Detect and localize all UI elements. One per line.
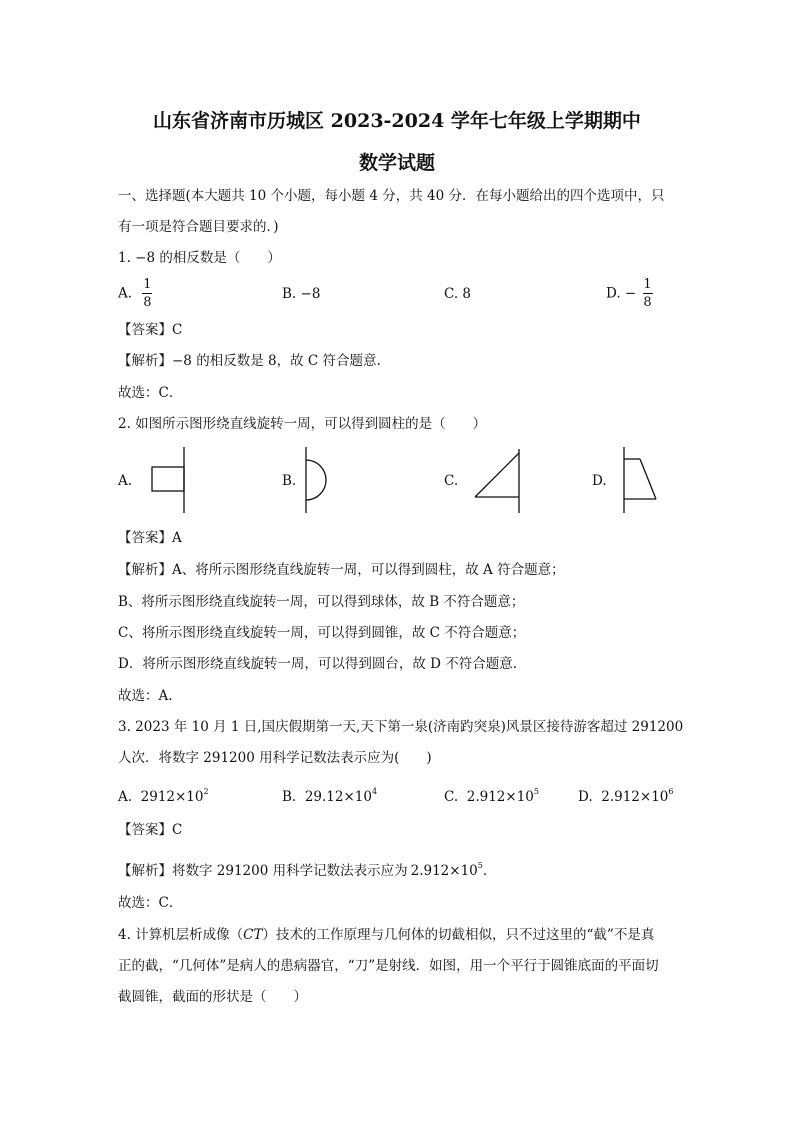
q1-option-a-numerator: 1	[143, 277, 152, 292]
q1-conclusion: 故选：C．	[118, 385, 183, 401]
q3-analysis-base: 2.912×10	[410, 863, 478, 879]
q2-figure-d-trapezoid	[618, 445, 663, 515]
q3-analysis-text: 【解析】将数字 291200 用科学记数法表示应为	[118, 863, 408, 879]
q1-option-d-numerator: 1	[643, 277, 652, 292]
q3-option-a-label: A.	[118, 789, 133, 805]
q3-option-b-base: 29.12×10	[304, 789, 372, 805]
fraction-bar	[643, 293, 653, 294]
q1-option-d-denominator: 8	[643, 295, 652, 310]
q3-option-d	[578, 787, 673, 805]
page-subtitle: 数学试题	[358, 152, 435, 174]
q2-stem: 2. 如图所示图形绕直线旋转一周，可以得到圆柱的是（ ）	[118, 416, 487, 432]
q3-analysis	[118, 857, 496, 880]
q1-option-d-label: D. −	[606, 285, 637, 302]
q2-option-b-label: B.	[282, 473, 297, 489]
q3-option-a	[118, 787, 209, 805]
q4-stem-line2: 正的截，“几何体”是病人的患病器官，“刀”是射线．如图，用一个平行于圆锥底面的平面切	[118, 958, 659, 974]
q1-stem: 1. −8 的相反数是（ ）	[118, 250, 281, 266]
q2-analysis-4: D．将所示图形绕直线旋转一周，可以得到圆台，故 D 不符合题意.	[118, 656, 518, 672]
section-instructions-line2: 有一项是符合题目要求的．)	[118, 219, 279, 235]
fraction-bar	[142, 293, 152, 294]
q2-analysis-1: 【解析】A、将所示图形绕直线旋转一周，可以得到圆柱，故 A 符合题意；	[118, 562, 565, 578]
q3-analysis-exponent: 5	[477, 861, 483, 870]
q3-option-c-base: 2.912×10	[466, 789, 534, 805]
q4-stem-line3: 截圆锥，截面的形状是（ ）	[118, 989, 307, 1005]
q3-option-a-base: 2912×10	[140, 789, 204, 805]
q3-stem-line2: 人次．将数字 291200 用科学记数法表示应为( )	[118, 750, 432, 766]
q1-option-a	[118, 277, 152, 310]
q2-figure-c-triangle	[470, 445, 525, 515]
q3-option-a-exponent: 2	[203, 787, 209, 796]
q2-analysis-3: C、将所示图形绕直线旋转一周，可以得到圆锥，故 C 不符合题意；	[118, 625, 526, 641]
q1-option-b: B. −8	[282, 286, 321, 302]
q3-option-d-exponent: 6	[668, 787, 674, 796]
q3-option-d-base: 2.912×10	[601, 789, 669, 805]
q1-option-a-denominator: 8	[143, 295, 152, 310]
q2-option-c-label: C.	[444, 473, 459, 489]
q1-option-d	[606, 277, 653, 310]
q4-stem-line1	[118, 926, 654, 944]
q2-option-a-label: A.	[118, 473, 133, 489]
q1-option-d-fraction	[643, 277, 653, 310]
q3-option-b	[282, 787, 377, 805]
q3-option-b-exponent: 4	[371, 787, 378, 796]
q3-option-c-label: C.	[444, 789, 459, 805]
q2-figure-b-semicircle	[300, 445, 340, 515]
q3-analysis-end: ．	[482, 863, 497, 879]
q2-answer: 【答案】A	[118, 530, 182, 546]
q3-option-d-label: D.	[578, 789, 593, 805]
q3-option-c-exponent: 5	[533, 787, 539, 796]
section-instructions-line1: 一、选择题(本大题共 10 个小题，每小题 4 分，共 40 分．在每小题给出的四个选项中，只	[118, 188, 665, 204]
q1-option-a-fraction	[142, 277, 152, 310]
q4-stem-line1-pre: 4. 计算机层析成像（	[118, 927, 244, 943]
q4-stem-line1-post: ）技术的工作原理与几何体的切截相似，只不过这里的“截”不是真	[262, 927, 655, 943]
q2-option-d-label: D.	[592, 473, 607, 489]
q3-stem-line1: 3. 2023 年 10 月 1 日,国庆假期第一天,天下第一泉(济南趵突泉)风景区接待游客超过 291200	[118, 719, 684, 735]
page-title: 山东省济南市历城区 2023-2024 学年七年级上学期期中	[153, 110, 641, 132]
q1-answer: 【答案】C	[118, 322, 183, 338]
q2-figure-a-rectangle	[145, 445, 195, 515]
q1-option-c: C. 8	[444, 286, 472, 302]
q3-answer: 【答案】C	[118, 822, 183, 838]
q1-analysis: 【解析】−8 的相反数是 8，故 C 符合题意.	[118, 353, 381, 369]
q3-conclusion: 故选：C．	[118, 895, 183, 911]
q3-option-c	[444, 787, 539, 805]
q2-conclusion: 故选：A.	[118, 688, 173, 704]
q4-stem-ct: CT	[243, 927, 263, 943]
q3-option-b-label: B.	[282, 789, 297, 805]
q2-analysis-2: B、将所示图形绕直线旋转一周，可以得到球体，故 B 不符合题意；	[118, 594, 525, 610]
q1-option-a-label: A.	[118, 285, 133, 302]
